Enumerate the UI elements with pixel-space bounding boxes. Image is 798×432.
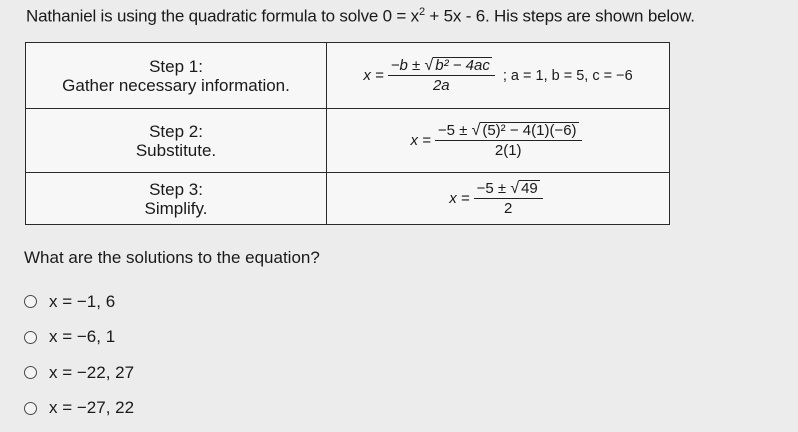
step-1-fraction [388,56,495,95]
answer-option-1-label: x = −1, 6 [49,291,116,311]
step-3-numerator [474,179,543,199]
step-3-denominator: 2 [504,200,513,217]
step-2-radicand: (5)² − 4(1)(−6) [482,122,577,139]
step-2-fraction [435,121,582,160]
step-3-radicand: 49 [521,180,538,197]
radio-button-icon[interactable] [24,366,37,379]
step-3-label-cell [26,173,327,225]
step-1-denominator: 2a [432,77,450,94]
radio-button-icon[interactable] [24,402,37,415]
step-2-formula-cell [327,109,670,173]
problem-exponent: 2 [418,6,425,18]
answer-option-3-label: x = −22, 27 [49,362,135,382]
problem-statement [26,6,695,27]
radio-button-icon[interactable] [24,295,37,308]
step-2-label-cell [26,109,327,173]
radio-button-icon[interactable] [24,331,37,344]
step-1-label-cell [26,43,327,109]
step-row-2 [26,109,670,173]
step-1-formula-cell [327,43,670,109]
step-1-desc: Gather necessary information. [62,75,290,95]
answer-option-3[interactable] [24,361,134,384]
step-2-lhs: x = [410,132,431,149]
sqrt-icon: √ [510,180,520,197]
step-2-title: Step 2: [149,121,203,141]
steps-table [25,42,670,225]
step-2-numerator [435,121,582,141]
step-2-formula [327,121,669,160]
step-1-radicand: b² − 4ac [435,57,490,74]
step-row-1 [26,43,670,109]
step-1-values: ; a = 1, b = 5, c = −6 [502,67,633,84]
answer-option-1[interactable] [24,290,134,313]
step-2-desc: Substitute. [135,140,217,160]
step-3-lhs: x = [449,190,470,207]
step-row-3 [26,173,670,225]
step-3-desc: Simplify. [144,198,208,218]
step-3-title: Step 3: [149,179,203,199]
step-3-formula [327,179,669,218]
step-1-title: Step 1: [149,56,203,76]
answer-option-2[interactable] [24,326,134,349]
problem-text-prefix: Nathaniel is using the quadratic formula to solve 0 = x [26,6,419,26]
step-1-formula [327,56,669,95]
step-3-formula-cell [327,173,670,225]
sqrt-icon: √ [424,57,434,74]
step-1-lhs: x = [363,67,384,84]
step-3-num-pre: −5 ± [476,180,511,197]
step-1-numerator [388,56,495,76]
step-2-num-pre: −5 ± [437,122,472,139]
step-1-num-pre: −b ± [390,57,425,74]
problem-text-suffix: + 5x - 6. His steps are shown below. [424,6,695,26]
answer-option-2-label: x = −6, 1 [49,327,116,346]
sqrt-icon: √ [471,122,481,139]
answer-option-4[interactable] [24,397,134,420]
step-3-fraction [474,179,543,218]
answer-option-4-label: x = −27, 22 [49,398,135,417]
question-text: What are the solutions to the equation? [24,248,320,267]
answer-options [24,290,134,432]
step-2-denominator: 2(1) [494,142,522,159]
